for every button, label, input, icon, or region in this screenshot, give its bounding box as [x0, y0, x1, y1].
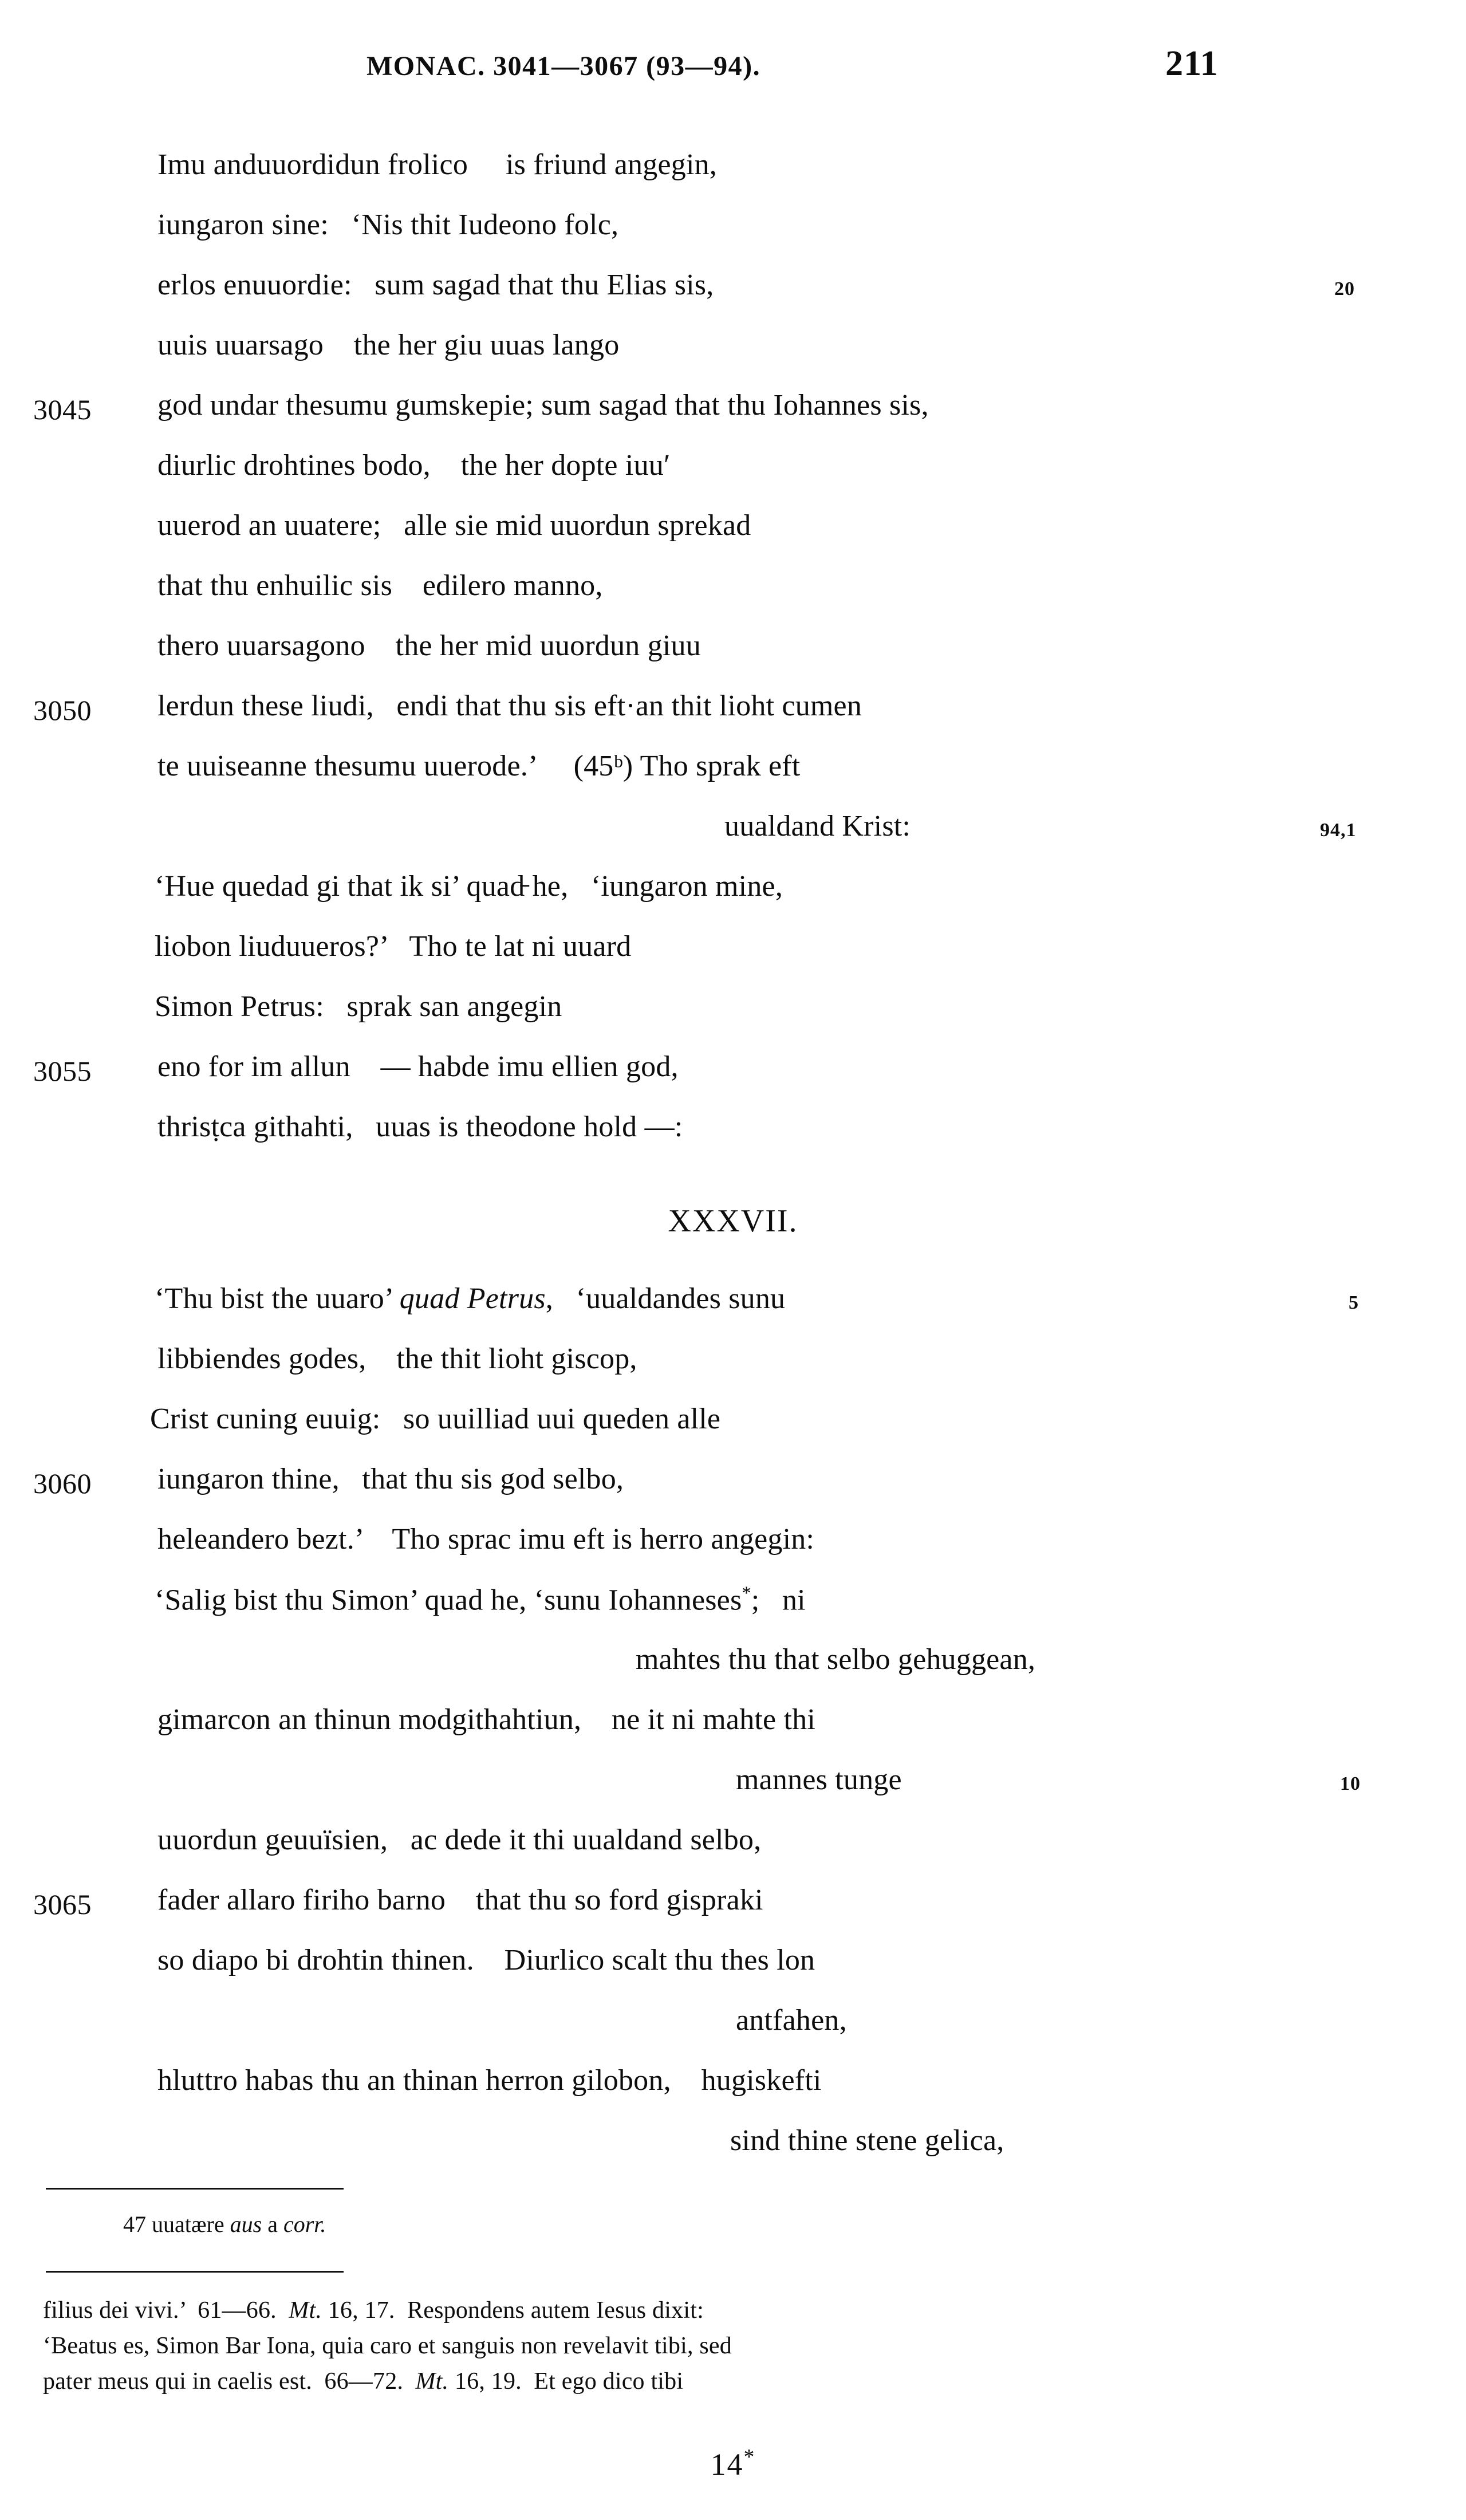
- verse-line: [0, 745, 1466, 805]
- footnote-line-ref: 47: [123, 2211, 146, 2237]
- verse-line-text: liobon liuduueros?’ Tho te lat ni uuard: [155, 930, 632, 963]
- verse-line-text: that thu enhuilic sis edilero manno,: [157, 569, 603, 602]
- page-header-title: MONAC. 3041—3067 (93—94).: [366, 51, 761, 81]
- verse-line-number: 3045: [33, 393, 92, 426]
- verse-line: [0, 504, 1466, 564]
- verse-line: [0, 1518, 1466, 1578]
- verse-line: [0, 1638, 1466, 1698]
- latin-apparatus-line: [43, 2332, 1417, 2368]
- verse-line-text: diurlic drohtines bodo, the her dopte iuuʹ: [157, 449, 671, 482]
- verse-line: [0, 1818, 1466, 1879]
- verse-line: [0, 2059, 1466, 2119]
- verse-line-text: eno for im allun — habde imu ellien god,: [157, 1050, 679, 1083]
- verse-line: [0, 1105, 1466, 1166]
- latin-text: ‘Beatus es, Simon Bar Iona, quia caro et sanguis non revelavit tibi, sed: [43, 2333, 732, 2359]
- margin-reference-number: 20: [1334, 278, 1355, 300]
- footnote-divider-upper: [46, 2188, 344, 2190]
- verse-line-text: ‘Hue quedad gi that ik si’ quad̵ he, ‘iungaron mine,: [155, 870, 783, 903]
- verse-line: [0, 865, 1466, 925]
- verse-line-text: god undar thesumu gumskepie; sum sagad that thu Iohannes sis,: [157, 389, 929, 422]
- verse-line: [0, 1939, 1466, 1999]
- signature-number: 14: [710, 2447, 744, 2482]
- verse-line-text: uuis uuarsago the her giu uuas lango: [157, 329, 620, 361]
- verse-line-text: antfahen,: [736, 2004, 847, 2037]
- verse-line-text: thero uuarsagono the her mid uuordun giuu: [157, 629, 701, 662]
- verse-line-text: ‘Thu bist the uuaro’ quad Petrus, ‘uualdandes sunu: [155, 1282, 786, 1315]
- verse-line: [0, 1337, 1466, 1397]
- verse-line-text: te uuiseanne thesumu uuerode.’ (45ᵇ) Tho sprak eft: [157, 750, 801, 782]
- verse-line: [0, 1758, 1466, 1818]
- verse-line-text: uuerod an uuatere; alle sie mid uuordun sprekad: [157, 509, 751, 542]
- verse-line-text: Simon Petrus: sprak san angegin: [155, 990, 562, 1023]
- page-number: 211: [1165, 44, 1219, 83]
- signature-mark: [0, 2444, 1466, 2482]
- verse-line-text: mannes tunge: [736, 1763, 902, 1796]
- verse-line-number: 3055: [33, 1055, 92, 1087]
- verse-line: [0, 2119, 1466, 2179]
- latin-text: 16, 17. Respondens autem Iesus dixit:: [322, 2297, 704, 2324]
- verse-line: [0, 624, 1466, 684]
- verse-line: [0, 263, 1466, 324]
- verse-line: [0, 1045, 1466, 1105]
- running-head: [0, 44, 1466, 90]
- verse-line: [0, 1999, 1466, 2059]
- verse-line-text: ‘Salig bist thu Simon’ quad he, ‘sunu Iohanneses*; ni: [155, 1582, 806, 1617]
- verse-line-text: Crist cuning euuig: so uuilliad uui queden alle: [150, 1403, 721, 1435]
- verse-line-text: iungaron thine, that thu sis god selbo,: [157, 1463, 624, 1495]
- margin-reference-number: 5: [1349, 1292, 1359, 1313]
- footnote-divider-lower: [46, 2271, 344, 2273]
- latin-source-abbrev: Mt.: [415, 2368, 449, 2395]
- margin-reference-number: 94,1: [1320, 820, 1357, 841]
- footnote-italic-aus: aus: [230, 2211, 262, 2237]
- verse-line: [0, 324, 1466, 384]
- footnote-italic-corr: corr.: [283, 2211, 326, 2237]
- verse-line-number: 3065: [33, 1888, 92, 1920]
- verse-line: [0, 1879, 1466, 1939]
- verse-line: [0, 1578, 1466, 1638]
- verse-line-text: so diapo bi drohtin thinen. Diurlico scalt thu thes lon: [157, 1944, 815, 1976]
- verse-line: [0, 985, 1466, 1045]
- verse-line-text: sind thine stene gelica,: [730, 2124, 1004, 2157]
- verse-line: [0, 925, 1466, 985]
- verse-line-text: lerdun these liudi, endi that thu sis eft·an thit lioht cumen: [157, 690, 862, 722]
- verse-block-lower: [0, 1277, 1466, 2179]
- latin-text: 16, 19. Et ego dico tibi: [448, 2368, 684, 2395]
- verse-line-text: fader allaro firiho barno that thu so ford gispraki: [157, 1884, 763, 1916]
- verse-line-text: iungaron sine: ‘Nis thit Iudeono folc,: [157, 208, 619, 241]
- verse-line: [0, 143, 1466, 203]
- verse-line-number: 3050: [33, 694, 92, 726]
- verse-line-text: gimarcon an thinun modgithahtiun, ne it ni mahte thi: [157, 1703, 816, 1736]
- verse-line: [0, 1397, 1466, 1458]
- verse-line: [0, 1277, 1466, 1337]
- latin-source-abbrev: Mt.: [289, 2297, 322, 2324]
- verse-line-text: hluttro habas thu an thinan herron gilobon, hugiskefti: [157, 2064, 822, 2097]
- verse-line: [0, 564, 1466, 624]
- verse-line-text: mahtes thu that selbo gehuggean,: [636, 1643, 1036, 1676]
- critical-footnote: [123, 2211, 326, 2238]
- latin-text: filius dei vivi.’ 61—66.: [43, 2297, 289, 2324]
- verse-italic-gloss: quad Petrus: [399, 1282, 546, 1315]
- verse-line: [0, 203, 1466, 263]
- verse-line-text: thrisṭca githahti, uuas is theodone hold —:: [157, 1111, 683, 1143]
- margin-reference-number: 10: [1340, 1773, 1361, 1794]
- chapter-heading: XXXVII.: [668, 1203, 798, 1239]
- latin-apparatus: [43, 2297, 1417, 2403]
- verse-line-text: uuordun geuuïsien, ac dede it thi uualdand selbo,: [157, 1824, 762, 1856]
- verse-line: [0, 1458, 1466, 1518]
- verse-line-text: libbiendes godes, the thit lioht giscop,: [157, 1342, 637, 1375]
- verse-line-text: Imu anduuordidun frolico is friund angegin,: [157, 148, 717, 181]
- latin-text: pater meus qui in caelis est. 66—72.: [43, 2368, 416, 2395]
- verse-line: [0, 1698, 1466, 1758]
- latin-apparatus-line: [43, 2368, 1417, 2403]
- signature-star: *: [743, 2445, 756, 2469]
- footnote-lemma: uuatære: [146, 2211, 230, 2237]
- verse-block-upper: [0, 143, 1466, 1166]
- verse-line-text: heleandero bezt.’ Tho sprac imu eft is herro angegin:: [157, 1523, 815, 1556]
- verse-line: [0, 384, 1466, 444]
- latin-apparatus-line: [43, 2297, 1417, 2332]
- verse-line-number: 3060: [33, 1467, 92, 1499]
- footnote-marker-asterisk: *: [742, 1582, 751, 1603]
- verse-line-text: erlos enuuordie: sum sagad that thu Elias sis,: [157, 269, 714, 301]
- verse-line: [0, 805, 1466, 865]
- verse-line-text: uualdand Krist:: [724, 810, 911, 842]
- verse-line: [0, 684, 1466, 745]
- verse-line: [0, 444, 1466, 504]
- footnote-mid: a: [262, 2211, 283, 2237]
